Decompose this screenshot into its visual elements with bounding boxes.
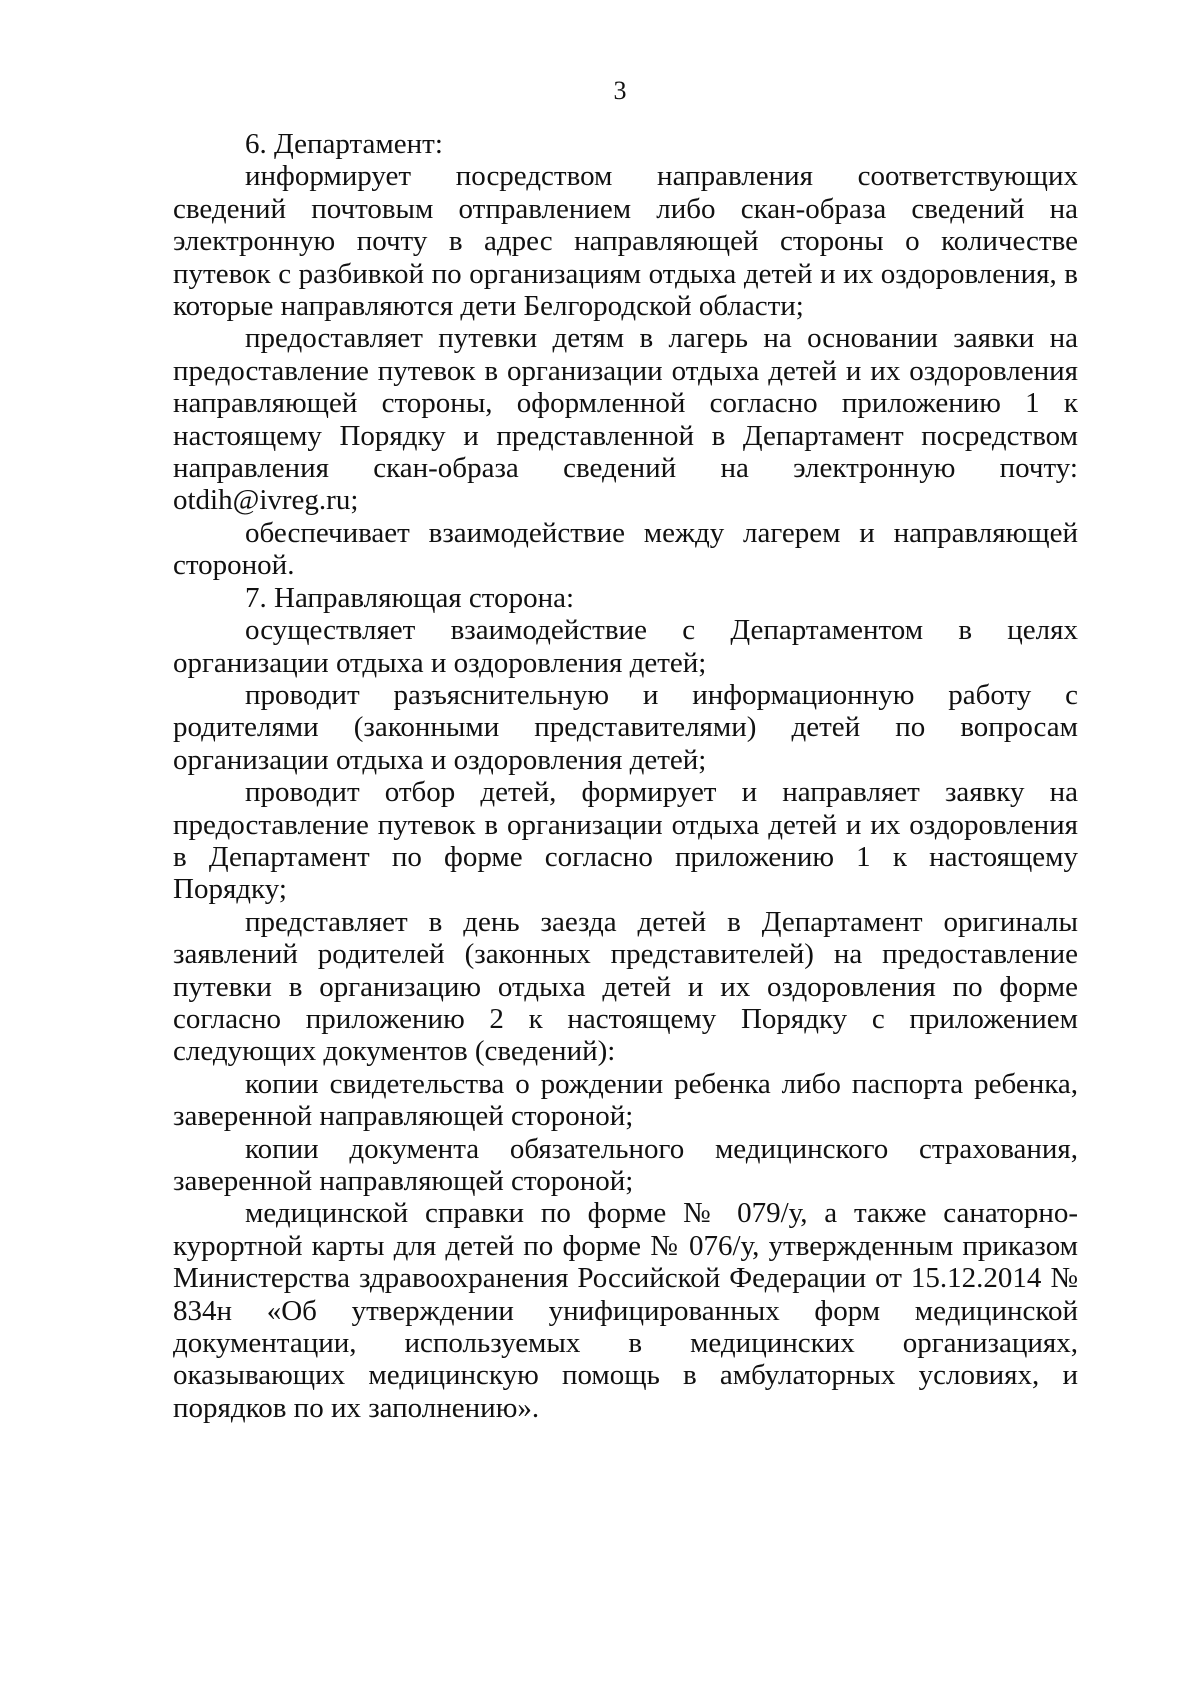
paragraph-provides-vouchers: предоставляет путевки детям в лагерь на основании заявки на предоставление путевок в организации отдыха детей и их оздоровления направляющей стороны, оформленной согласно приложению 1 к настоящему Порядку и представленной в Департамент посредством направления скан-образа сведений на электронную почту: otdih@ivreg.ru; xyxy=(173,322,1078,517)
section-7-heading: 7. Направляющая сторона: xyxy=(245,581,575,614)
paragraph-explanatory-work: проводит разъяснительную и информационную работу с родителями (законными представителями) детей по вопросам организации отдыха и оздоровления детей; xyxy=(173,678,1078,776)
section-6-heading: 6. Департамент: xyxy=(245,128,443,160)
paragraph-submits-originals: представляет в день заезда детей в Департамент оригиналы заявлений родителей (законных представителей) на предоставление путевки в организацию отдыха детей и их оздоровления по форме согласно приложению 2 к настоящему Порядку с приложением следующих документов (сведений): xyxy=(173,905,1078,1068)
paragraph-informs: информирует посредством направления соответствующих сведений почтовым отправлением либо скан-образа сведений на электронную почту в адрес направляющей стороны о количестве путевок с разбивкой по организациям отдыха детей и их оздоровления, в которые направляются дети Белгородской области; xyxy=(173,160,1078,323)
paragraph-medical-certificate: медицинской справки по форме № 079/у, а также санаторно-курортной карты для детей по форме № 076/у, утвержденным приказом Министерства здравоохранения Российской Федерации от 15.12.2014 № 834н «Об утверждении унифицированных форм медицинской документации, используемых в медицинских организациях, оказывающих медицинскую помощь в амбулаторных условиях, и порядков по их заполнению». xyxy=(173,1197,1078,1424)
paragraph-birth-certificate: копии свидетельства о рождении ребенка либо паспорта ребенка, заверенной направляющей стороной; xyxy=(173,1067,1078,1133)
paragraph-selects-children: проводит отбор детей, формирует и направляет заявку на предоставление путевок в организации отдыха детей и их оздоровления в Департамент по форме согласно приложению 1 к настоящему Порядку; xyxy=(173,776,1078,906)
paragraph-insurance-document: копии документа обязательного медицинского страхования, заверенной направляющей стороной; xyxy=(173,1132,1078,1197)
paragraph-cooperates: осуществляет взаимодействие с Департаментом в целях организации отдыха и оздоровления детей; xyxy=(173,614,1078,679)
paragraph-ensures-interaction: обеспечивает взаимодействие между лагерем и направляющей стороной. xyxy=(173,516,1078,582)
page-number: 3 xyxy=(613,76,627,105)
document-body xyxy=(173,128,1078,1424)
